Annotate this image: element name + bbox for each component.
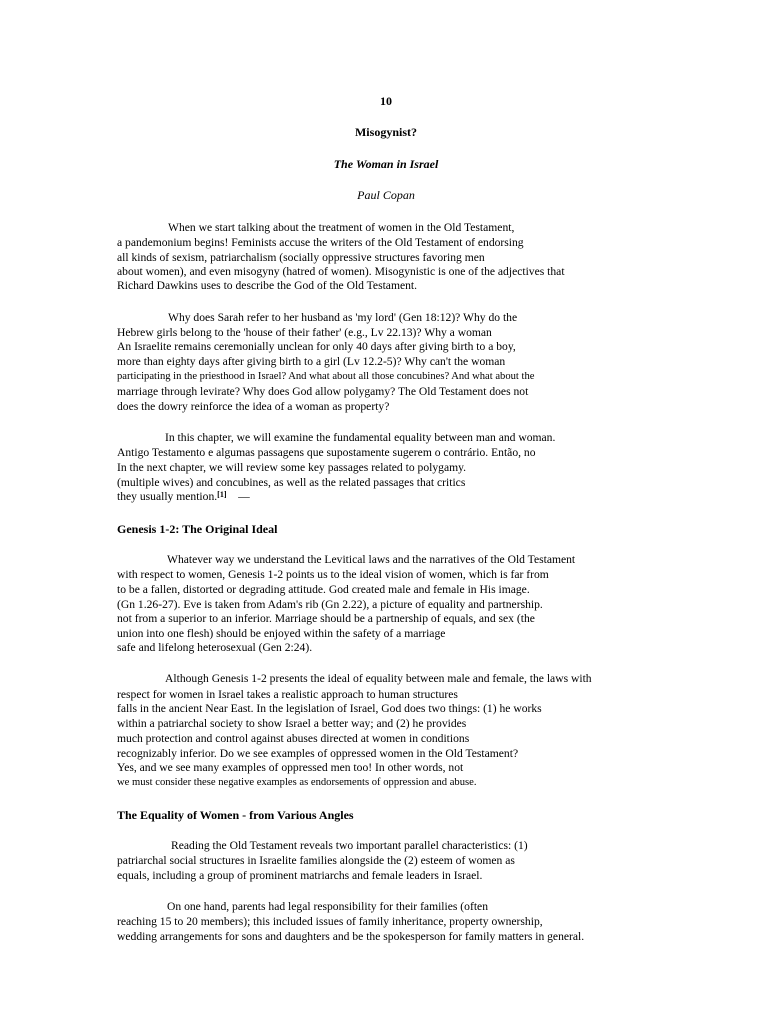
chapter-number: 10 — [380, 94, 392, 108]
paragraph-line: not from a superior to an inferior. Marriage should be a partnership of equals, and sex (the — [117, 612, 535, 625]
paragraph-line: safe and lifelong heterosexual (Gen 2:24). — [117, 641, 313, 654]
chapter-subtitle: The Woman in Israel — [333, 157, 439, 171]
paragraph-line: An Israelite remains ceremonially unclean for only 40 days after giving birth to a boy, — [117, 340, 516, 353]
paragraph-line: patriarchal social structures in Israelite families alongside the (2) esteem of women as — [117, 854, 515, 867]
paragraph-line: On one hand, parents had legal responsibility for their families (often — [167, 900, 488, 913]
chapter-title: Misogynist? — [354, 125, 417, 139]
paragraph-line: Yes, and we see many examples of oppressed men too! In other words, not — [117, 761, 464, 774]
paragraph-line: to be a fallen, distorted or degrading attitude. God created male and female in His image. — [117, 583, 530, 596]
section-heading: The Equality of Women - from Various Angles — [117, 808, 354, 822]
paragraph-line: all kinds of sexism, patriarchalism (socially oppressive structures favoring men — [117, 251, 485, 264]
paragraph-line: Hebrew girls belong to the 'house of their father' (e.g., Lv 22.13)? Why a woman — [117, 326, 492, 339]
paragraph-line: Why does Sarah refer to her husband as 'my lord' (Gen 18:12)? Why do the — [168, 311, 518, 324]
dash-mark: — — [238, 490, 250, 503]
paragraph-line: much protection and control against abuses directed at women in conditions — [117, 732, 470, 745]
paragraph-text: they usually mention. — [117, 490, 218, 503]
paragraph-line: falls in the ancient Near East. In the legislation of Israel, God does two things: (1) he works — [117, 702, 542, 715]
paragraph-line: Although Genesis 1-2 presents the ideal of equality between male and female, the laws with — [165, 672, 592, 685]
paragraph-line: Reading the Old Testament reveals two important parallel characteristics: (1) — [171, 839, 528, 852]
paragraph-line: wedding arrangements for sons and daughters and be the spokesperson for family matters in general. — [117, 930, 585, 943]
paragraph-line: reaching 15 to 20 members); this included issues of family inheritance, property ownership, — [117, 915, 543, 928]
paragraph-line: equals, including a group of prominent matriarchs and female leaders in Israel. — [117, 869, 483, 882]
paragraph-line: In this chapter, we will examine the fundamental equality between man and woman. — [165, 431, 556, 444]
paragraph-line: more than eighty days after giving birth to a girl (Lv 12.2-5)? Why can't the woman — [117, 355, 506, 368]
paragraph-line: In the next chapter, we will review some key passages related to polygamy. — [117, 461, 467, 474]
paragraph-line: a pandemonium begins! Feminists accuse the writers of the Old Testament of endorsing — [117, 236, 524, 249]
paragraph-line: with respect to women, Genesis 1-2 points us to the ideal vision of women, which is far from — [117, 568, 549, 581]
paragraph-line: respect for women in Israel takes a realistic approach to human structures — [117, 688, 458, 701]
paragraph-line: union into one flesh) should be enjoyed within the safety of a marriage — [117, 627, 446, 640]
paragraph-line: Richard Dawkins uses to describe the God of the Old Testament. — [117, 279, 418, 292]
paragraph-line: Whatever way we understand the Levitical laws and the narratives of the Old Testament — [167, 553, 576, 566]
paragraph-line-with-footnote — [117, 490, 250, 504]
paragraph-line: participating in the priesthood in Israel? And what about all those concubines? And what about the — [117, 371, 535, 382]
paragraph-line: about women), and even misogyny (hatred of women). Misogynistic is one of the adjectives that — [117, 265, 565, 278]
paragraph-line: does the dowry reinforce the idea of a woman as property? — [117, 400, 390, 413]
paragraph-line: When we start talking about the treatment of women in the Old Testament, — [168, 221, 515, 234]
paragraph-line: recognizably inferior. Do we see examples of oppressed women in the Old Testament? — [117, 747, 519, 760]
paragraph-line: marriage through levirate? Why does God allow polygamy? The Old Testament does not — [117, 385, 529, 398]
paragraph-line: (Gn 1.26-27). Eve is taken from Adam's rib (Gn 2.22), a picture of equality and partnership. — [117, 598, 543, 611]
footnote-ref[interactable]: [1] — [217, 490, 227, 499]
author-name: Paul Copan — [357, 188, 415, 202]
section-heading: Genesis 1-2: The Original Ideal — [117, 522, 278, 536]
paragraph-line: (multiple wives) and concubines, as well as the related passages that critics — [117, 476, 466, 489]
paragraph-line: we must consider these negative examples as endorsements of oppression and abuse. — [117, 777, 477, 788]
paragraph-line: Antigo Testamento e algumas passagens que supostamente sugerem o contrário. Então, no — [117, 446, 536, 459]
paragraph-line: within a patriarchal society to show Israel a better way; and (2) he provides — [117, 717, 467, 730]
